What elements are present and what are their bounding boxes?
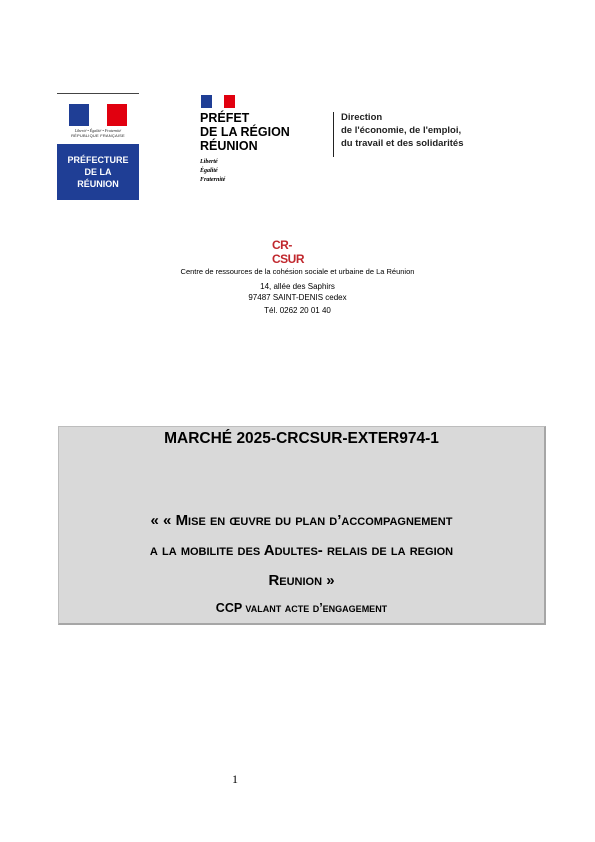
marianne-flag-icon — [69, 104, 127, 126]
prefecture-box-line: DE LA — [84, 167, 112, 177]
crcsur-logo: CR-CSUR — [272, 237, 305, 266]
document-title — [59, 506, 544, 596]
republic-name: RÉPUBLIQUE FRANÇAISE — [71, 133, 125, 138]
title-box — [58, 426, 546, 625]
prefecture-box-line: RÉUNION — [77, 179, 119, 189]
crcsur-org-name: Centre de ressources de la cohésion sociale et urbaine de La Réunion — [180, 267, 415, 276]
marche-reference: MARCHÉ 2025-CRCSUR-EXTER974-1 — [164, 430, 439, 447]
title-line: Reunion » — [268, 572, 335, 589]
prefecture-logo — [57, 93, 139, 200]
direction-name: Direction de l'économie, de l'emploi, du travail et des solidarités — [341, 112, 464, 149]
title-line: a la mobilite des Adultes- relais de la region — [149, 542, 454, 559]
title-line: « « Mise en œuvre du plan d’accompagnement — [150, 512, 453, 529]
logo-divider — [333, 112, 334, 157]
prefet-logo — [199, 93, 309, 188]
prefet-name: PRÉFET DE LA RÉGION RÉUNION — [200, 111, 290, 153]
prefecture-box — [57, 144, 139, 200]
prefecture-box-line: PRÉFECTURE — [67, 155, 129, 165]
ccp-subtitle: CCP valant acte d’engagement — [215, 601, 388, 615]
crcsur-phone: Tél. 0262 20 01 40 — [264, 306, 331, 315]
page-number: 1 — [232, 772, 238, 786]
republic-motto: Liberté • Égalité • Fraternité — [74, 128, 122, 133]
prefet-motto: Liberté Égalité Fraternité — [200, 159, 226, 183]
marianne-flag-icon — [201, 95, 235, 108]
logo-top-rule — [57, 93, 139, 94]
crcsur-city: 97487 SAINT-DENIS cedex — [248, 293, 347, 302]
crcsur-street: 14, allée des Saphirs — [260, 282, 335, 291]
